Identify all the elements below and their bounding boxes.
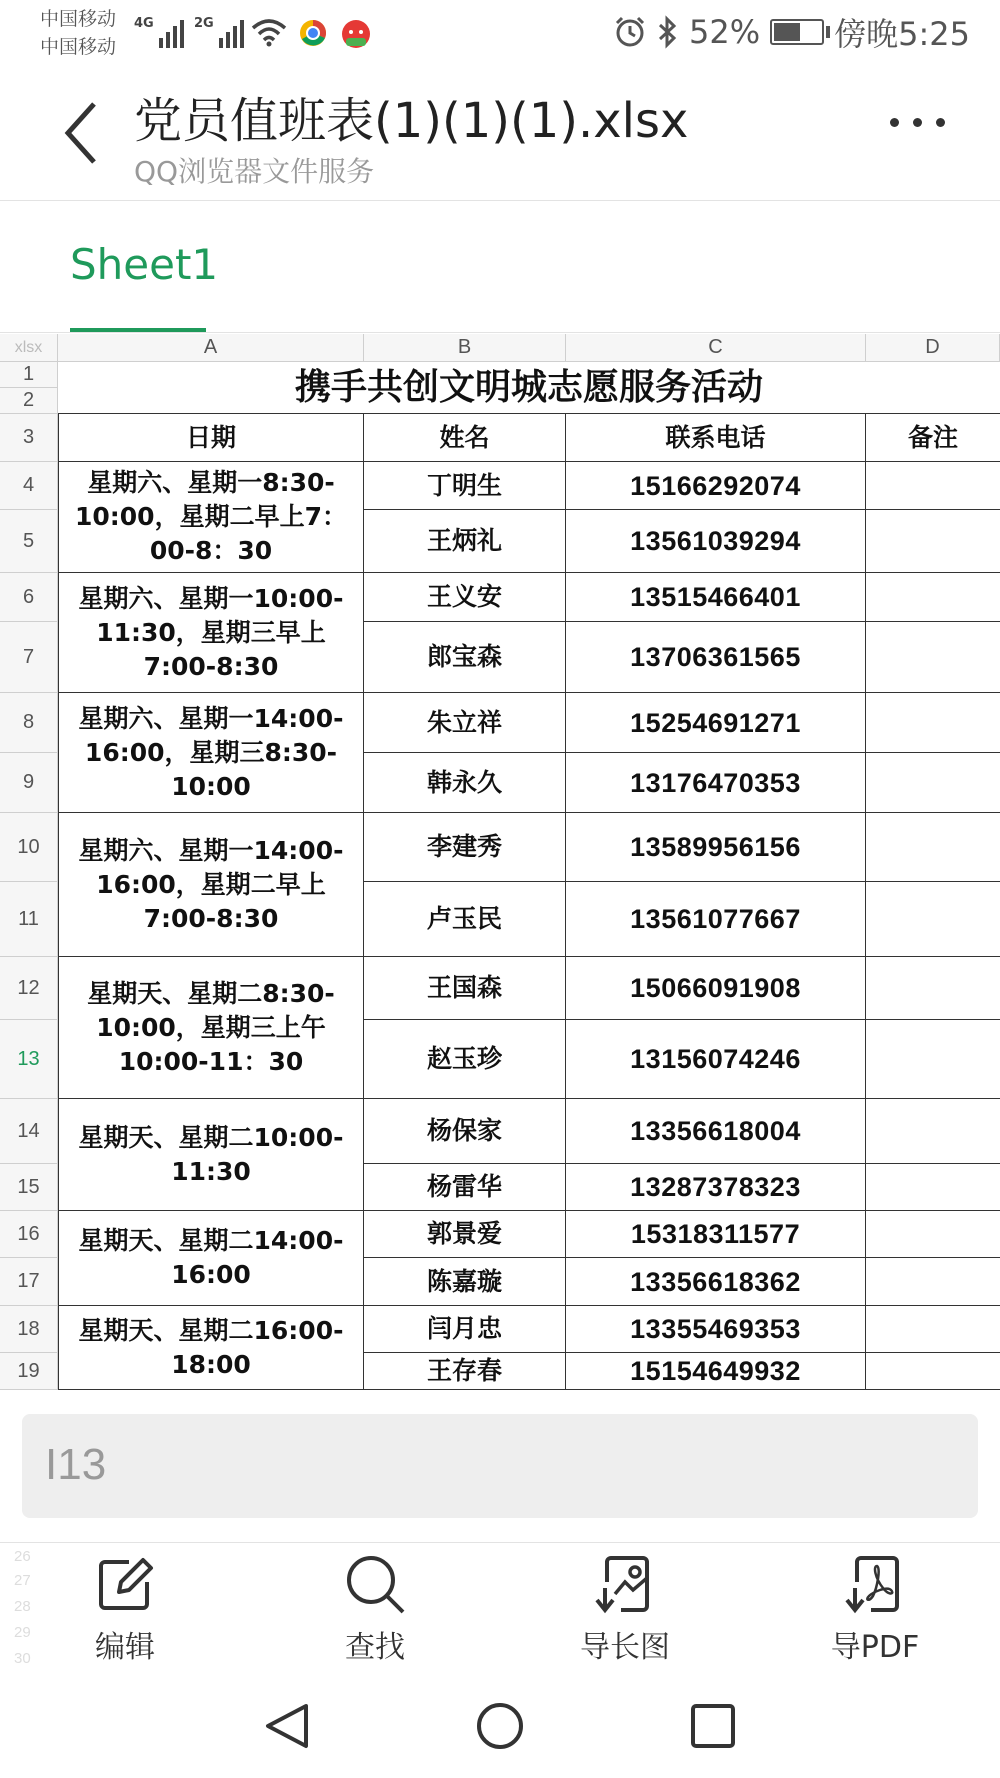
row-header-8[interactable]: 8 xyxy=(0,693,58,753)
phone-cell[interactable]: 13589956156 xyxy=(566,813,866,882)
table-header-cell[interactable]: 日期 xyxy=(58,414,364,462)
signal-2g-label: 2G xyxy=(194,16,214,31)
home-circle-icon[interactable] xyxy=(474,1700,526,1752)
column-header-A[interactable]: A xyxy=(58,334,364,362)
remark-cell[interactable] xyxy=(866,1353,1000,1390)
export-pdf-icon xyxy=(843,1552,907,1616)
remark-cell[interactable] xyxy=(866,573,1000,622)
phone-cell[interactable]: 13561077667 xyxy=(566,882,866,957)
tab-sheet1[interactable]: Sheet1 xyxy=(70,240,219,289)
name-cell[interactable]: 赵玉珍 xyxy=(364,1020,566,1099)
export-image-button[interactable] xyxy=(525,1552,725,1672)
name-cell[interactable]: 陈嘉璇 xyxy=(364,1258,566,1306)
remark-cell[interactable] xyxy=(866,1099,1000,1164)
phone-cell[interactable]: 13287378323 xyxy=(566,1164,866,1211)
recent-square-icon[interactable] xyxy=(688,1700,738,1752)
name-cell[interactable]: 郎宝森 xyxy=(364,622,566,693)
phone-cell[interactable]: 15066091908 xyxy=(566,957,866,1020)
row-header-9[interactable]: 9 xyxy=(0,753,58,813)
date-cell[interactable]: 星期六、星期一8:30-10:00，星期二早上7：00-8：30 xyxy=(58,462,364,573)
ghost-row-number: 28 xyxy=(14,1598,31,1615)
remark-cell[interactable] xyxy=(866,813,1000,882)
back-triangle-icon[interactable] xyxy=(262,1700,312,1752)
table-header-cell[interactable]: 姓名 xyxy=(364,414,566,462)
row-header-6[interactable]: 6 xyxy=(0,573,58,622)
remark-cell[interactable] xyxy=(866,753,1000,813)
name-cell[interactable]: 杨雷华 xyxy=(364,1164,566,1211)
ghost-row-number: 29 xyxy=(14,1624,31,1641)
row-header-2[interactable]: 2 xyxy=(0,388,58,414)
date-cell[interactable]: 星期天、星期二16:00-18:00 xyxy=(58,1306,364,1390)
row-header-1[interactable]: 1 xyxy=(0,362,58,388)
name-cell[interactable]: 卢玉民 xyxy=(364,882,566,957)
row-header-13[interactable]: 13 xyxy=(0,1020,58,1099)
name-cell[interactable]: 韩永久 xyxy=(364,753,566,813)
name-cell[interactable]: 郭景爱 xyxy=(364,1211,566,1258)
row-header-19[interactable]: 19 xyxy=(0,1353,58,1390)
row-header-18[interactable]: 18 xyxy=(0,1306,58,1353)
ghost-row-number: 26 xyxy=(14,1548,31,1565)
battery-percent: 52% xyxy=(689,13,761,51)
phone-cell[interactable]: 13176470353 xyxy=(566,753,866,813)
ghost-row-number: 30 xyxy=(14,1650,31,1667)
edit-icon xyxy=(93,1552,157,1616)
carrier-1: 中国移动 xyxy=(40,8,117,30)
table-header-cell[interactable]: 备注 xyxy=(866,414,1000,462)
signal-4g-label: 4G xyxy=(134,16,154,31)
remark-cell[interactable] xyxy=(866,510,1000,573)
export-pdf-button[interactable] xyxy=(775,1552,975,1672)
name-cell[interactable]: 杨保家 xyxy=(364,1099,566,1164)
column-header-B[interactable]: B xyxy=(364,334,566,362)
table-title[interactable]: 携手共创文明城志愿服务活动 xyxy=(58,362,1000,414)
search-icon xyxy=(343,1552,407,1616)
name-cell[interactable]: 丁明生 xyxy=(364,462,566,510)
formula-bar[interactable] xyxy=(22,1414,978,1518)
phone-cell[interactable]: 13561039294 xyxy=(566,510,866,573)
page-title: 党员值班表(1)(1)(1).xlsx xyxy=(134,93,689,149)
row-header-12[interactable]: 12 xyxy=(0,957,58,1020)
remark-cell[interactable] xyxy=(866,957,1000,1020)
phone-cell[interactable]: 15166292074 xyxy=(566,462,866,510)
date-cell[interactable]: 星期天、星期二14:00-16:00 xyxy=(58,1211,364,1306)
search-label: 查找 xyxy=(345,1630,405,1665)
row-header-16[interactable]: 16 xyxy=(0,1211,58,1258)
grid-corner: xlsx xyxy=(0,334,58,362)
row-header-14[interactable]: 14 xyxy=(0,1099,58,1164)
date-cell[interactable]: 星期六、星期一14:00-16:00，星期二早上7:00-8:30 xyxy=(58,813,364,957)
phone-cell[interactable]: 13156074246 xyxy=(566,1020,866,1099)
remark-cell[interactable] xyxy=(866,622,1000,693)
name-cell[interactable]: 王国森 xyxy=(364,957,566,1020)
column-header-C[interactable]: C xyxy=(566,334,866,362)
phone-cell[interactable]: 13515466401 xyxy=(566,573,866,622)
row-header-15[interactable]: 15 xyxy=(0,1164,58,1211)
name-cell[interactable]: 王存春 xyxy=(364,1353,566,1390)
phone-cell[interactable]: 13706361565 xyxy=(566,622,866,693)
name-cell[interactable]: 李建秀 xyxy=(364,813,566,882)
phone-cell[interactable]: 13356618004 xyxy=(566,1099,866,1164)
remark-cell[interactable] xyxy=(866,693,1000,753)
remark-cell[interactable] xyxy=(866,1020,1000,1099)
edit-label: 编辑 xyxy=(95,1630,155,1665)
table-header-cell[interactable]: 联系电话 xyxy=(566,414,866,462)
phone-cell[interactable]: 15254691271 xyxy=(566,693,866,753)
row-header-7[interactable]: 7 xyxy=(0,622,58,693)
export-image-label: 导长图 xyxy=(580,1630,670,1665)
toolbar-divider xyxy=(0,1542,1000,1543)
phone-cell[interactable]: 15154649932 xyxy=(566,1353,866,1390)
phone-cell[interactable]: 13355469353 xyxy=(566,1306,866,1353)
remark-cell[interactable] xyxy=(866,1164,1000,1211)
page-subtitle: QQ浏览器文件服务 xyxy=(134,155,375,188)
row-header-10[interactable]: 10 xyxy=(0,813,58,882)
name-cell[interactable]: 朱立祥 xyxy=(364,693,566,753)
name-cell[interactable]: 王义安 xyxy=(364,573,566,622)
remark-cell[interactable] xyxy=(866,1211,1000,1258)
date-cell[interactable]: 星期六、星期一10:00-11:30，星期三早上7:00-8:30 xyxy=(58,573,364,693)
cell-reference: I13 xyxy=(45,1440,107,1489)
row-header-3[interactable]: 3 xyxy=(0,414,58,462)
row-header-4[interactable]: 4 xyxy=(0,462,58,510)
remark-cell[interactable] xyxy=(866,1258,1000,1306)
remark-cell[interactable] xyxy=(866,462,1000,510)
name-cell[interactable]: 王炳礼 xyxy=(364,510,566,573)
clock: 傍晚5:25 xyxy=(834,15,970,53)
edit-button[interactable] xyxy=(25,1552,225,1672)
date-cell[interactable]: 星期天、星期二10:00-11:30 xyxy=(58,1099,364,1211)
remark-cell[interactable] xyxy=(866,882,1000,957)
search-button[interactable] xyxy=(275,1552,475,1672)
row-header-11[interactable]: 11 xyxy=(0,882,58,957)
export-pdf-label: 导PDF xyxy=(830,1630,920,1665)
row-header-17[interactable]: 17 xyxy=(0,1258,58,1306)
export-image-icon xyxy=(593,1552,657,1616)
row-header-5[interactable]: 5 xyxy=(0,510,58,573)
name-cell[interactable]: 闫月忠 xyxy=(364,1306,566,1353)
date-cell[interactable]: 星期天、星期二8:30-10:00，星期三上午10:00-11：30 xyxy=(58,957,364,1099)
date-cell[interactable]: 星期六、星期一14:00-16:00，星期三8:30-10:00 xyxy=(58,693,364,813)
column-header-D[interactable]: D xyxy=(866,334,1000,362)
carrier-2: 中国移动 xyxy=(40,36,117,58)
ghost-row-number: 27 xyxy=(14,1572,31,1589)
phone-cell[interactable]: 13356618362 xyxy=(566,1258,866,1306)
phone-cell[interactable]: 15318311577 xyxy=(566,1211,866,1258)
remark-cell[interactable] xyxy=(866,1306,1000,1353)
